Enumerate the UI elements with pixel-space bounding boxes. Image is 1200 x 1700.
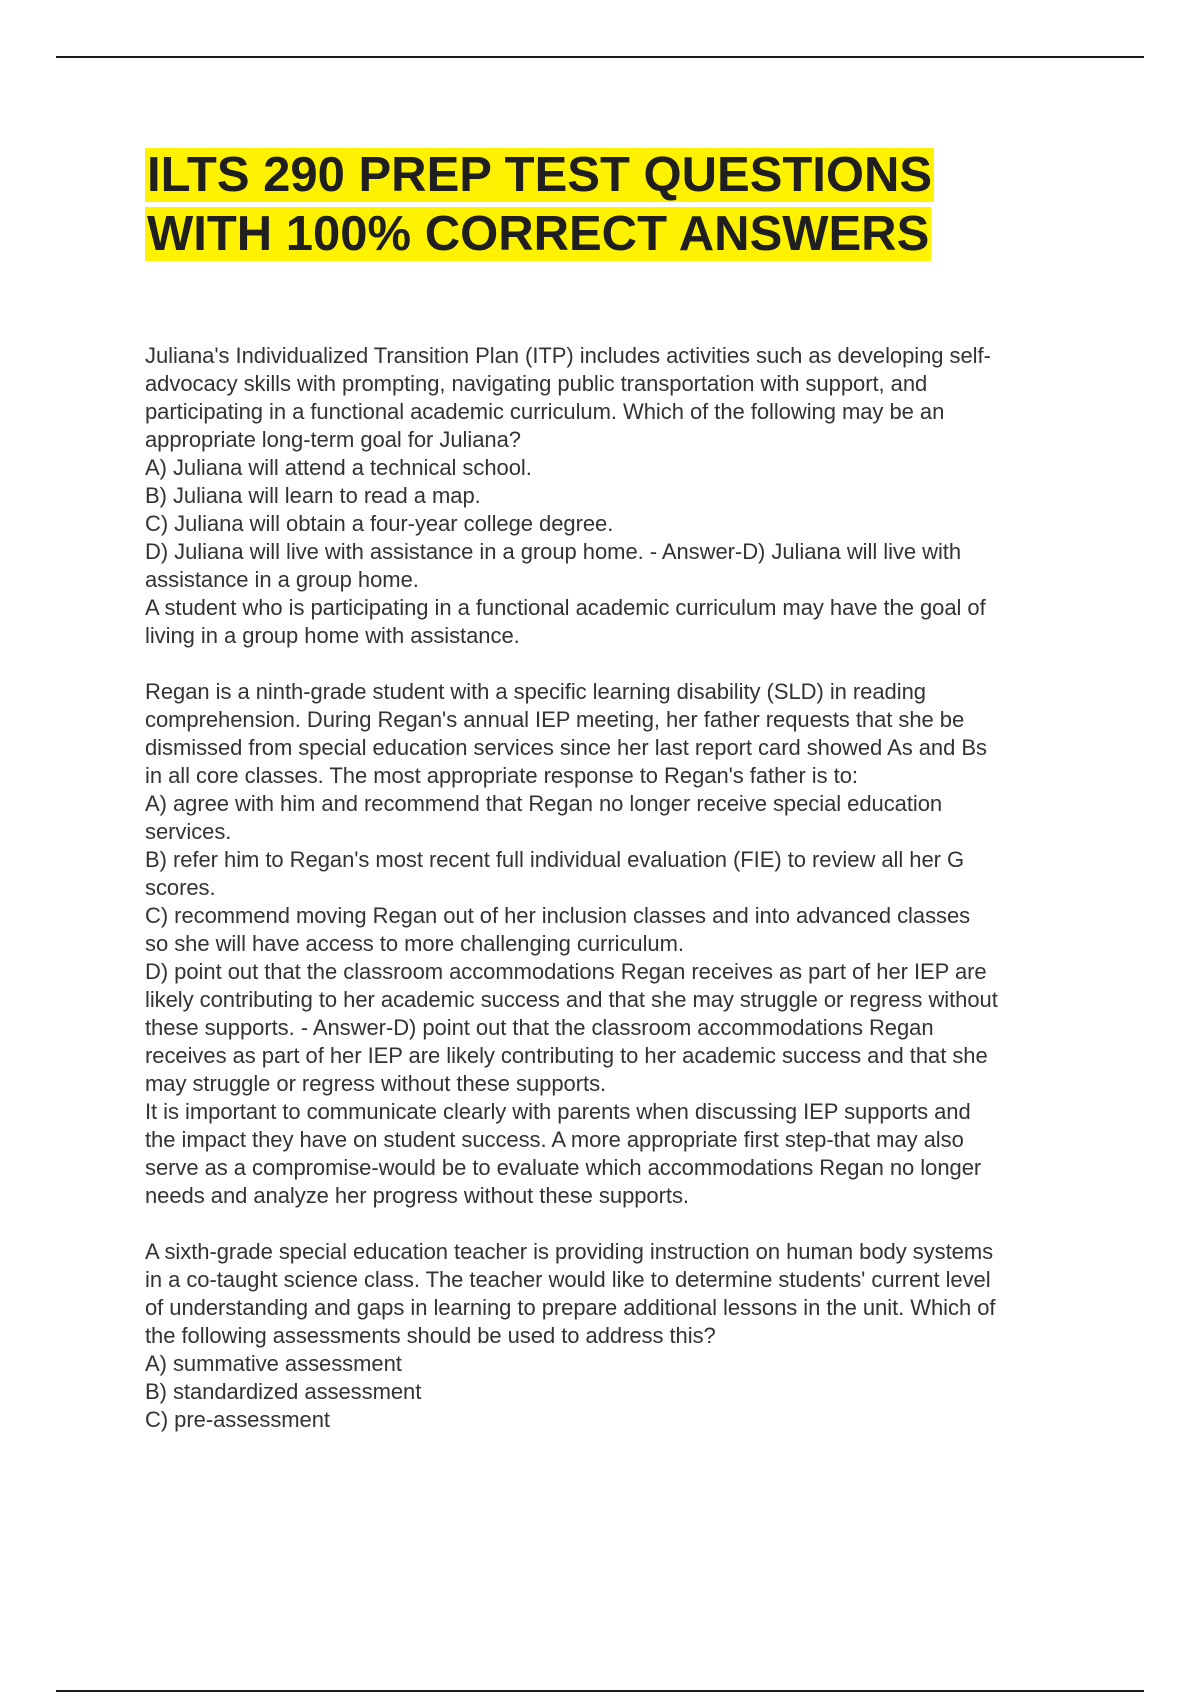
title-line-1: ILTS 290 PREP TEST QUESTIONS — [147, 148, 933, 202]
question-text-line: in a co-taught science class. The teacher would like to determine students' current level — [145, 1267, 991, 1292]
question-text-line: comprehension. During Regan's annual IEP meeting, her father requests that she be — [145, 707, 965, 732]
question-text-line: C) pre-assessment — [145, 1407, 330, 1432]
question-list — [145, 342, 1095, 1462]
question-text-line: likely contributing to her academic success and that she may struggle or regress without — [145, 987, 998, 1012]
question-text-line: A) agree with him and recommend that Regan no longer receive special education — [145, 791, 943, 816]
question-text-line: of understanding and gaps in learning to prepare additional lessons in the unit. Which of — [145, 1295, 996, 1320]
question-text-line: B) refer him to Regan's most recent full individual evaluation (FIE) to review all her G — [145, 847, 965, 872]
question-text-line: receives as part of her IEP are likely contributing to her academic success and that she — [145, 1043, 988, 1068]
question-text-line: A) summative assessment — [145, 1351, 402, 1376]
question-text-line: A sixth-grade special education teacher is providing instruction on human body systems — [145, 1239, 994, 1264]
question-text-line: B) standardized assessment — [145, 1379, 422, 1404]
question-text-line: C) recommend moving Regan out of her inclusion classes and into advanced classes — [145, 903, 971, 928]
question-text-line: the impact they have on student success. A more appropriate first step-that may also — [145, 1127, 964, 1152]
question-text-line: Juliana's Individualized Transition Plan (ITP) includes activities such as developing self- — [145, 343, 991, 368]
question-text-line: living in a group home with assistance. — [145, 623, 520, 648]
question-text-line: these supports. - Answer-D) point out that the classroom accommodations Regan — [145, 1015, 934, 1040]
question-text-line: serve as a compromise-would be to evaluate which accommodations Regan no longer — [145, 1155, 982, 1180]
footer-rule — [56, 1690, 1144, 1692]
question-text-line: may struggle or regress without these supports. — [145, 1071, 607, 1096]
question-text-line: A) Juliana will attend a technical school. — [145, 455, 532, 480]
question-text-line: assistance in a group home. — [145, 567, 419, 592]
question-text-line: D) Juliana will live with assistance in a group home. - Answer-D) Juliana will live with — [145, 539, 962, 564]
question-text-line: It is important to communicate clearly with parents when discussing IEP supports and — [145, 1099, 971, 1124]
question-text-line: services. — [145, 819, 232, 844]
question-text-line: Regan is a ninth-grade student with a specific learning disability (SLD) in reading — [145, 679, 926, 704]
question-text-line: so she will have access to more challenging curriculum. — [145, 931, 684, 956]
question-block — [145, 342, 1095, 650]
header-rule — [56, 56, 1144, 58]
question-text-line: B) Juliana will learn to read a map. — [145, 483, 481, 508]
question-block — [145, 1238, 1095, 1434]
title-line-2: WITH 100% CORRECT ANSWERS — [147, 207, 930, 261]
question-text-line: participating in a functional academic curriculum. Which of the following may be an — [145, 399, 945, 424]
question-text-line: scores. — [145, 875, 216, 900]
question-text-line: in all core classes. The most appropriate response to Regan's father is to: — [145, 763, 858, 788]
question-block — [145, 678, 1095, 1210]
document-title — [145, 146, 1045, 264]
question-text-line: appropriate long-term goal for Juliana? — [145, 427, 521, 452]
question-text-line: dismissed from special education services since her last report card showed As and Bs — [145, 735, 987, 760]
question-text-line: needs and analyze her progress without these supports. — [145, 1183, 689, 1208]
question-text-line: advocacy skills with prompting, navigating public transportation with support, and — [145, 371, 928, 396]
question-text-line: C) Juliana will obtain a four-year college degree. — [145, 511, 614, 536]
question-text-line: the following assessments should be used to address this? — [145, 1323, 716, 1348]
question-text-line: D) point out that the classroom accommodations Regan receives as part of her IEP are — [145, 959, 987, 984]
question-text-line: A student who is participating in a functional academic curriculum may have the goal of — [145, 595, 986, 620]
